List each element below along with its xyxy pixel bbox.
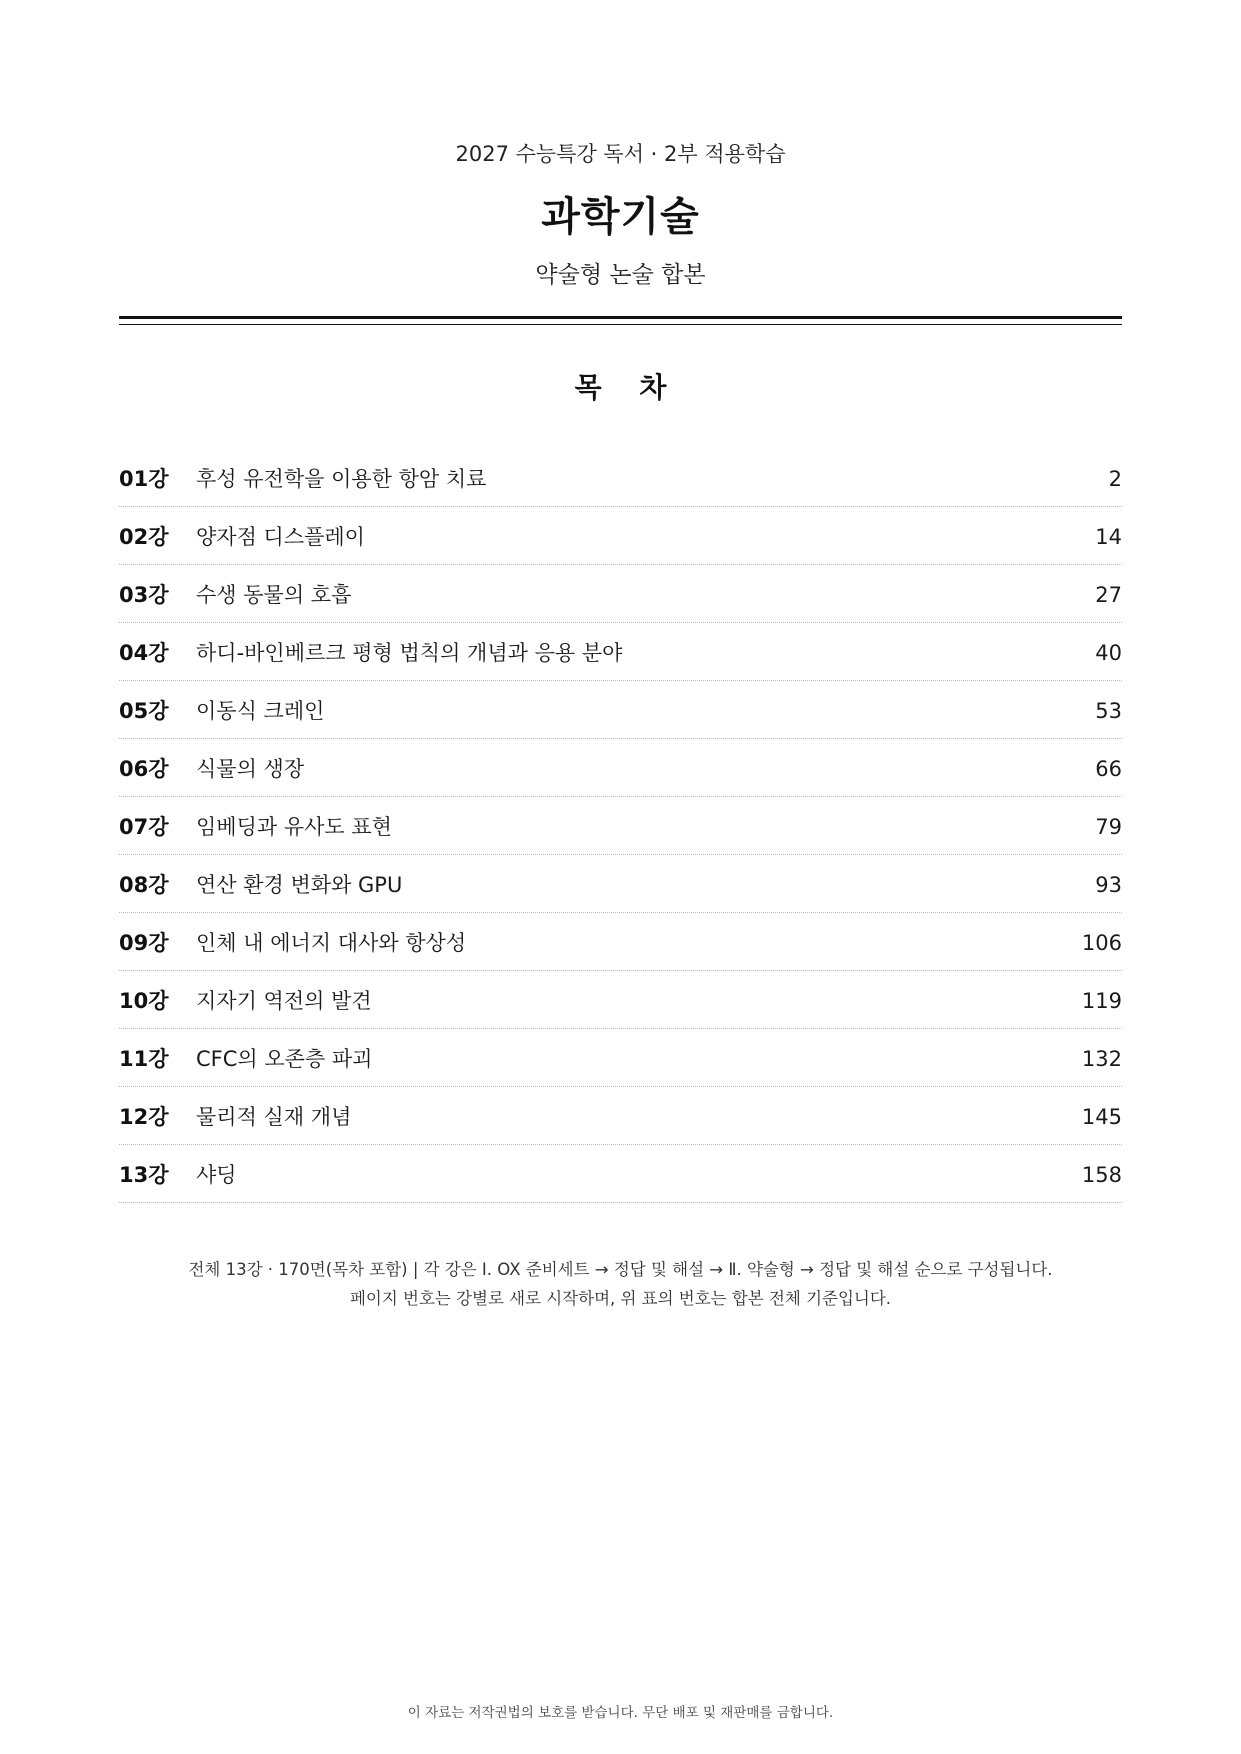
toc-entry[interactable]: [119, 566, 1122, 623]
toc-note-line-1: 전체 13강 · 170면(목차 포함) | 각 강은 Ⅰ. OX 준비세트 → 정답 및 해설 → Ⅱ. 약술형 → 정답 및 해설 순으로 구성됩니다.: [188, 1260, 1053, 1279]
toc-entry[interactable]: [119, 914, 1122, 971]
toc-entry[interactable]: [119, 508, 1122, 565]
toc-entry-number: 07강: [119, 815, 169, 839]
toc-entry-title: 물리적 실재 개념: [196, 1105, 352, 1129]
toc-heading: 목 차: [574, 371, 681, 404]
toc-entry-page: 145: [1081, 1105, 1122, 1129]
document-title: 과학기술: [541, 194, 700, 240]
toc-entry-title: 인체 내 에너지 대사와 항상성: [196, 931, 467, 955]
toc-entry-page: 2: [1108, 467, 1122, 491]
toc-entry-page: 106: [1081, 931, 1122, 955]
toc-entry[interactable]: [119, 1030, 1122, 1087]
toc-entry-number: 08강: [119, 873, 169, 897]
toc-entry-page: 79: [1095, 815, 1122, 839]
toc-entry-page: 132: [1081, 1047, 1122, 1071]
toc-entry-number: 06강: [119, 757, 169, 781]
table-of-contents: [119, 450, 1122, 1204]
copyright-notice: 이 자료는 저작권법의 보호를 받습니다. 무단 배포 및 재판매를 금합니다.: [407, 1705, 834, 1721]
document-header: [0, 140, 1241, 290]
toc-entry[interactable]: [119, 740, 1122, 797]
toc-entry[interactable]: [119, 856, 1122, 913]
toc-entry-title: 연산 환경 변화와 GPU: [196, 873, 403, 897]
toc-entry[interactable]: [119, 1088, 1122, 1145]
toc-entry-number: 01강: [119, 467, 169, 491]
header-divider-thin: [119, 324, 1122, 325]
compilation-label: 약술형 논술 합본: [535, 262, 706, 288]
toc-entry[interactable]: [119, 972, 1122, 1029]
toc-entry-number: 13강: [119, 1163, 169, 1187]
toc-entry-number: 02강: [119, 525, 169, 549]
toc-entry-page: 14: [1095, 525, 1122, 549]
toc-entry-number: 10강: [119, 989, 169, 1013]
toc-entry-title: 지자기 역전의 발견: [196, 989, 372, 1013]
toc-entry-title: 이동식 크레인: [196, 699, 325, 723]
toc-entry[interactable]: [119, 1146, 1122, 1203]
toc-entry[interactable]: [119, 624, 1122, 681]
toc-entry-number: 05강: [119, 699, 169, 723]
toc-entry-page: 53: [1095, 699, 1122, 723]
toc-notes: [0, 1255, 1241, 1313]
toc-entry-title: 수생 동물의 호흡: [196, 583, 352, 607]
toc-entry-page: 66: [1095, 757, 1122, 781]
toc-entry-page: 119: [1081, 989, 1122, 1013]
toc-entry-number: 04강: [119, 641, 169, 665]
toc-entry-title: 후성 유전학을 이용한 항암 치료: [196, 467, 487, 491]
document-subtitle: 2027 수능특강 독서 · 2부 적용학습: [455, 142, 786, 166]
toc-note-line-2: 페이지 번호는 강별로 새로 시작하며, 위 표의 번호는 합본 전체 기준입니다.: [349, 1289, 892, 1308]
toc-entry[interactable]: [119, 682, 1122, 739]
toc-entry-page: 158: [1081, 1163, 1122, 1187]
toc-entry-page: 40: [1095, 641, 1122, 665]
toc-entry-title: 식물의 생장: [196, 757, 305, 781]
toc-entry-title: 하디-바인베르크 평형 법칙의 개념과 응용 분야: [196, 641, 623, 665]
toc-entry[interactable]: [119, 798, 1122, 855]
toc-entry-page: 93: [1095, 873, 1122, 897]
toc-entry-page: 27: [1095, 583, 1122, 607]
toc-entry-number: 12강: [119, 1105, 169, 1129]
toc-entry-title: 양자점 디스플레이: [196, 525, 365, 549]
toc-entry-title: 샤딩: [196, 1163, 237, 1187]
toc-entry-number: 03강: [119, 583, 169, 607]
header-divider-thick: [119, 316, 1122, 319]
toc-entry[interactable]: [119, 450, 1122, 507]
toc-entry-title: 임베딩과 유사도 표현: [196, 815, 392, 839]
toc-entry-title: CFC의 오존층 파괴: [196, 1047, 373, 1071]
toc-entry-number: 11강: [119, 1047, 169, 1071]
toc-entry-number: 09강: [119, 931, 169, 955]
